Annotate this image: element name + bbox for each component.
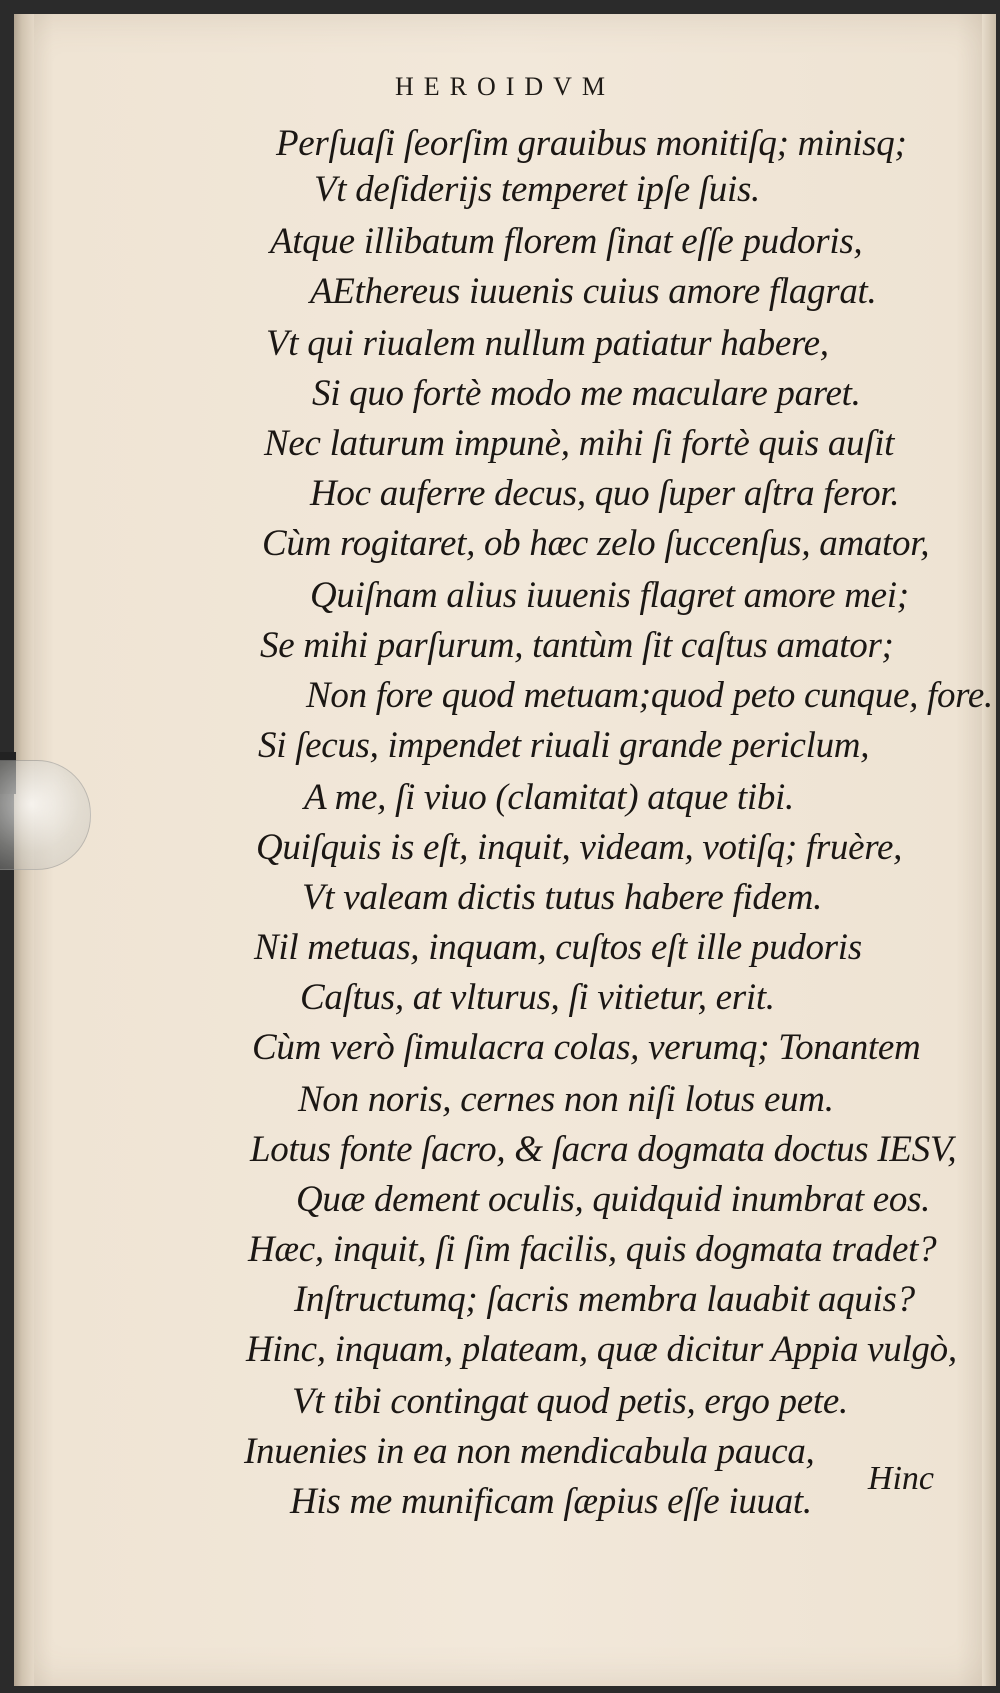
verse-line-27: Inuenies in ea non mendicabula pauca, [244,1431,815,1472]
verse-line-4: AEthereus iuuenis cuius amore flagrat. [310,271,877,312]
verse-line-2: Vt deſiderijs temperet ipſe ſuis. [314,169,761,210]
verse-line-22: Quæ dement oculis, quidquid inumbrat eos. [296,1179,931,1220]
page-right-edge [982,14,996,1686]
verse-line-24: Inſtructumq; ſacris membra lauabit aquis? [294,1279,915,1320]
verse-line-18: Caſtus, at vlturus, ſi vitietur, erit. [300,977,775,1018]
verse-line-21: Lotus fonte ſacro, & ſacra dogmata doctus IESV, [250,1129,957,1170]
verse-line-25: Hinc, inquam, plateam, quæ dicitur Appia vulgò, [246,1329,957,1370]
verse-line-6: Si quo fortè modo me maculare paret. [312,373,861,414]
verse-line-3: Atque illibatum florem ſinat eſſe pudoris, [270,221,863,262]
verse-line-1: Perſuaſi ſeorſim grauibus monitiſq; minisq; [276,123,907,164]
verse-line-16: Vt valeam dictis tutus habere fidem. [302,877,823,918]
verse-line-15: Quiſquis is eſt, inquit, videam, votiſq; fruère, [256,827,903,868]
verse-line-19: Cùm verò ſimulacra colas, verumq; Tonantem [252,1027,921,1068]
verse-line-14: A me, ſi viuo (clamitat) atque tibi. [304,777,794,818]
verse-line-23: Hæc, inquit, ſi ſim facilis, quis dogmata tradet? [248,1229,937,1270]
verse-line-5: Vt qui riualem nullum patiatur habere, [266,323,829,364]
catchword: Hinc [867,1460,934,1497]
verse-line-11: Se mihi parſurum, tantùm ſit caſtus amator; [260,625,894,666]
verse-line-12: Non fore quod metuam;quod peto cunque, fore. [306,675,993,716]
verse-line-7: Nec laturum impunè, mihi ſi fortè quis auſit [264,423,895,464]
book-page [14,14,996,1686]
verse-line-8: Hoc auferre decus, quo ſuper aſtra feror. [310,473,900,514]
verse-line-20: Non noris, cernes non niſi lotus eum. [298,1079,834,1120]
verse-line-26: Vt tibi contingat quod petis, ergo pete. [292,1381,848,1422]
verse-line-9: Cùm rogitaret, ob hæc zelo ſuccenſus, amator, [262,523,930,564]
verse-line-28: His me munificam ſæpius eſſe iuuat. [290,1481,812,1522]
running-head: HEROIDVM [394,72,616,101]
verse-line-10: Quiſnam alius iuuenis flagret amore mei; [310,575,909,616]
verse-line-17: Nil metuas, inquam, cuſtos eſt ille pudoris [254,927,862,968]
verse-line-13: Si ſecus, impendet riuali grande periclum, [258,725,870,766]
